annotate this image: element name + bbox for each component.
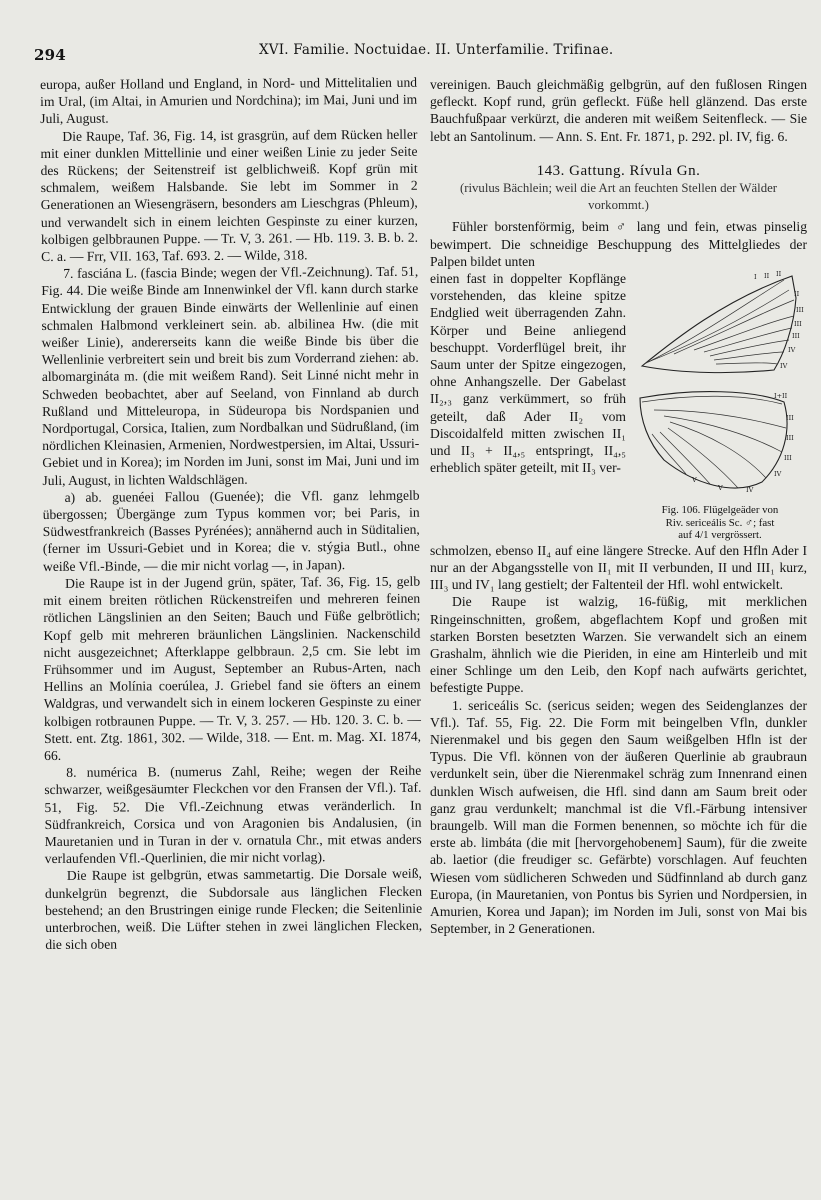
- right-column: [430, 76, 807, 937]
- svg-text:I+II: I+II: [774, 392, 788, 401]
- figure-wrap-block: [430, 270, 807, 542]
- paragraph-caterpillar: Die Raupe ist walzig, 16-füßig, mit merklichen Ringeinschnitten, großem, abgeflachtem Kopf und großen mit starken Borsten besetzten Warzen. Sie verwandelt sich an einem Grashalm, ähnlich wie die Pieriden, in eine am Hinterleib und mit einer Schlinge um den Leib, den Kopf nach aufwärts gerichtet, befestigte Puppe.: [430, 594, 807, 696]
- paragraph: Die Raupe ist gelbgrün, etwas sammetartig. Die Dorsale weiß, dunkelgrün begrenzt, die Subdorsale aus länglichen Flecken bestehend; an den Brustringen einige runde Flecken; die Seitenlinie unterbrochen, weiß. Die Lüfter stehen in zwei länglichen Flecken, die sich oben: [44, 866, 423, 953]
- paragraph: Die Raupe ist in der Jugend grün, später, Taf. 36, Fig. 15, gelb mit einem breiten rötlichen Rückenstreifen und mehreren feinen rötlichen Längslinien an den Seiten; Bauch und Füße gelbrötlich; Kopf gelb mit mehreren bräunlichen Längslinien. Nackenschild nicht ausgezeichnet; Afterklappe gelbbraun. 2,5 cm. Sie lebt im Frühsommer und im August, September an Rubus-Arten, nach Hellins an Molínia coerúlea, J. Griebel fand sie öfters an einem Waldgras, und verwandelt sich in einem lockeren Gespinste zu einer kolbigen rotbraunen Puppe. — Tr. V, 3. 257. — Hb. 120. 3. C. b. — Stett. ent. Ztg. 1861, 302. — Wilde, 318. — Ent. m. Mag. XI. 1874, 66.: [43, 573, 422, 763]
- svg-text:II: II: [776, 270, 782, 279]
- svg-text:IV: IV: [780, 362, 788, 371]
- svg-text:IV: IV: [774, 470, 782, 479]
- page-number: 294: [34, 46, 66, 64]
- svg-text:V: V: [718, 484, 723, 493]
- svg-text:I: I: [754, 273, 757, 282]
- paragraph-species-fasciana: 7. fasciána L. (fascia Binde; wegen der Vfl.-Zeichnung). Taf. 51, Fig. 44. Die weiße Binde am Innenwinkel der Vfl. kann durch starke Entwicklung der grauen Binde einwärts der Wellenlinie auf einen schmalen Halbmond verkleinert sein. ab. albilinea Hw. (die mit weißer Linie), andererseits kann die weiße Binde bis über die Wellenlinie verbreitert sein und breit bis zum Vorderrand ziehen: ab. albomargináta m. (die mit weißem Rand). Seit Linné nicht mehr in Schweden beobachtet, aber auf Seeland, von Finnland ab durch Rußland und Mitteleuropa, in Südeuropa bis Nordspanien und Nordportugal, Corsica, Italien, zum Nordbalkan und Südrußland, (im nördlichen Kleinasien, Armenien, Nordwestpersien, im Altai, Ussuri-Gebiet und in Korea); im Norden im Juni, sonst im Mai, Juni und im Juli, August, in lichten Waldschlägen.: [41, 263, 420, 488]
- paragraph: Fühler borstenförmig, beim ♂ lang und fein, etwas pinselig bewimpert. Die schneidige Beschuppung des Mittelgliedes der Palpen bildet unten: [430, 219, 807, 269]
- paragraph: schmolzen, ebenso II₄ auf eine längere Strecke. Auf den Hfln Ader I nur an der Abgangsstelle von II₁ mit II verbunden, II und III₁ kurz, III₃ und IV₁ lang gestielt; der Faltenteil der Hfl. wohl entwickelt.: [430, 542, 807, 593]
- genus-heading: 143. Gattung. Rívula Gn.: [536, 162, 701, 179]
- paragraph: europa, außer Holland und England, in Nord- und Mittelitalien und im Ural, (im Altai, in Amurien und Nordchina); im Mai, Juni und im Juli, August.: [40, 74, 418, 127]
- svg-text:IV: IV: [746, 486, 754, 495]
- left-column: [40, 74, 422, 954]
- caption-line: auf 4/1 vergrössert.: [678, 529, 762, 542]
- wing-venation-diagram: [634, 270, 806, 502]
- caption-line: Fig. 106. Flügelgeäder von: [661, 504, 779, 517]
- svg-text:III: III: [794, 320, 802, 329]
- svg-text:III: III: [786, 414, 794, 423]
- paragraph: vereinigen. Bauch gleichmäßig gelbgrün, auf den fußlosen Ringen gefleckt. Kopf rund, grün gefleckt. Füße hell glänzend. Das erste Bauchfußpaar verkürzt, die anderen mit weißem Seitenfleck. — Sie lebt an Santolinum. — Ann. S. Ent. Fr. 1871, p. 292. pl. IV, fig. 6.: [430, 77, 807, 144]
- forewing-veins: [644, 280, 794, 364]
- figure-106: [634, 270, 806, 542]
- running-title: XVI. Familie. Noctuidae. II. Unterfamilie. Trifinae.: [259, 42, 614, 58]
- figure-caption: [634, 504, 806, 542]
- paragraph: a) ab. guenéei Fallou (Guenée); die Vfl. ganz lehmgelb übergossen; Übergänge zum Typus kommen vor; bei Paris, in Südwestfrankreich (Basses Pyrénées); annähernd auch in Süditalien, (ferner im Ussuri-Gebiet und in Korea; die v. stýgia Butl., ohne weiße Vfl.-Binde, — die mir nicht vorlag —, in Japan).: [42, 487, 420, 574]
- caption-line: Riv. sericeális Sc. ♂; fast: [665, 516, 775, 529]
- svg-text:II: II: [794, 290, 800, 299]
- hindwing-vein-labels: [691, 392, 794, 494]
- svg-text:III: III: [792, 332, 800, 341]
- svg-text:V: V: [692, 476, 697, 485]
- genus-etymology-note: (rivulus Bächlein; weil die Art an feuchten Stellen der Wälder vorkommt.): [459, 181, 778, 213]
- svg-text:III: III: [796, 306, 804, 315]
- paragraph-wrapped: einen fast in doppelter Kopflänge vorstehenden, das kleine spitze Endglied weit überragenden Zahn. Körper und Beine anliegend beschuppt. Vorderflügel breit, ihr Saum unter der Spitze eingezogen, ohne Anhangszelle. Der Gabelast II₂,₃ ganz verkümmert, so früh geteilt, daß Ader II₂ vom Discoidalfeld mitten zwischen II₁ und II₃ + II₄,₅ entspringt, II₄,₅ erheblich später geteilt, mit II₃ ver-: [430, 271, 626, 476]
- paragraph: Die Raupe, Taf. 36, Fig. 14, ist grasgrün, auf dem Rücken heller mit einer dunklen Mittellinie und einer weißen Linie zu jeder Seite des Rückens; der Seitenstreif ist gelblichweiß. Kopf grün mit schmalem, weißem Halsbande. Sie lebt im Sommer in 2 Generationen an Wiesengräsern, besonders am Lieschgras (Phleum), und verwandelt sich in einem leichten Gespinste zu einer kurzen, kolbigen gelbbraunen Puppe. — Tr. V, 3. 261. — Hb. 119. 3. B. b. 2. C. a. — Frr, VII. 163, Taf. 693. 2. — Wilde, 318.: [40, 126, 419, 265]
- forewing-outline: [642, 276, 796, 373]
- hindwing-veins: [642, 396, 786, 488]
- svg-text:III: III: [786, 434, 794, 443]
- paragraph-species-sericealis: 1. sericeális Sc. (sericus seiden; wegen des Seidenglanzes der Vfl.). Taf. 55, Fig. 22. Die Form mit beingelben Vfln, dunkler Nierenmakel und bis gegen den Saum weißgelben Hfln ist der Typus. Die Vfl. können von der äußeren Querlinie ab graubraun verdunkelt sein, über die Nierenmakel schräg zum Innenrand einen dunklen Wisch aufweisen, die Hfl. sind dann am Saum breit oder ganz grau verdunkelt; manchmal ist die Vfl.-Färbung intensiver braungelb. Will man die Formen benennen, so möchte ich für die erste ab. limbáta (die mit [hervorgehobenem] Saum), für die zweite ab. laetior (die freudiger sc. Gefärbte) vorschlagen. Auf feuchten Wiesen vom südlicheren Schweden und Südfinnland ab durch ganz Europa, (in Mauretanien, von Pontus bis Syrien und Nordpersien, in Amurien, Korea und Japan); im Norden im Juli, sonst von Mai bis September, in 2 Generationen.: [430, 697, 807, 937]
- svg-text:II: II: [764, 272, 770, 281]
- paragraph-species-numerica: 8. numérica B. (numerus Zahl, Reihe; wegen der Reihe schwarzer, weißgesäumter Fleckchen vor den Fransen der Vfl.). Taf. 51, Fig. 52. Die Vfl.-Zeichnung etwas veränderlich. In Südfrankreich, Corsica und von Aragonien bis Andalusien, (in Mauretanien und in Turan in der v. ornatula Chr., mit etwas anders verlaufenden Vfl.-Querlinien, die mir nicht vorlag).: [44, 762, 422, 867]
- svg-text:IV: IV: [788, 346, 796, 355]
- svg-text:III: III: [784, 454, 792, 463]
